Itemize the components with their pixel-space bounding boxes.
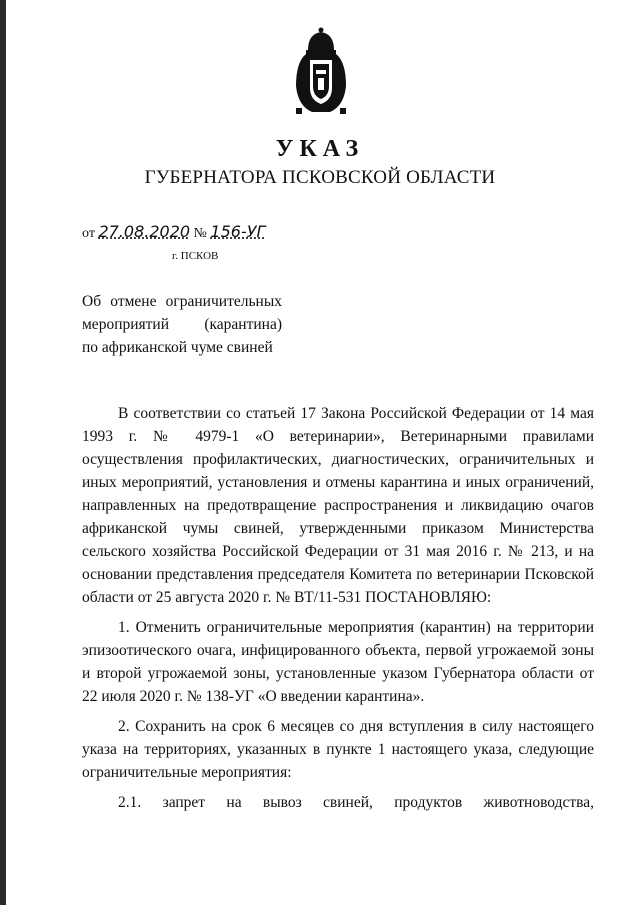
date-number-line [82,222,265,242]
body-paragraph: 2. Сохранить на срок 6 месяцев со дня вступления в силу настоящего указа на территориях, указанных в пункте 1 настоящего указа, следующие ограничительные мероприятия: [82,718,594,781]
body-paragraph: 2.1. запрет на вывоз свиней, продуктов животноводства, [118,794,594,811]
document-body [82,402,594,814]
subject-line: по африканской чуме свиней [82,339,273,356]
city-label: г. ПСКОВ [172,250,219,262]
handwritten-date: 27.08.2020 [98,222,191,241]
body-paragraph: В соответствии со статьей 17 Закона Российской Федерации от 14 мая 1993 г. № 4979-1 «О ветеринарии», Ветеринарными правилами осуществления профилактических, диагностических, ограничительных и иных мероприятий, установления и отмены карантина и иных ограничений, направленных на предотвращение распространения и ликвидацию очагов африканской чумы свиней, утвержденными приказом Министерства сельского хозяйства Российской Федерации от 31 мая 2016 г. № 213, и на основании представления председателя Комитета по ветеринарии Псковской области от 25 августа 2020 г. № ВТ/11-531 ПОСТАНОВЛЯЮ: [82,405,594,606]
subject-line: мероприятий (карантина) [82,316,282,333]
date-prefix: от [82,226,95,241]
handwritten-number: 156-УГ [210,222,266,241]
subject-line: Об отмене ограничительных [82,293,282,310]
body-paragraph: 1. Отменить ограничительные мероприятия (карантин) на территории эпизоотического очага, инфицированного объекта, первой угрожаемой зоны и второй угрожаемой зоны, установленные указом Губернатора области от 22 июля 2020 г. № 138-УГ «О введении карантина». [82,619,594,705]
coat-of-arms-icon [292,26,350,116]
document-subtitle: ГУБЕРНАТОРА ПСКОВСКОЙ ОБЛАСТИ [144,167,496,188]
subject-block [82,290,282,359]
number-prefix: № [193,226,207,241]
document-title: УКАЗ [275,136,365,162]
